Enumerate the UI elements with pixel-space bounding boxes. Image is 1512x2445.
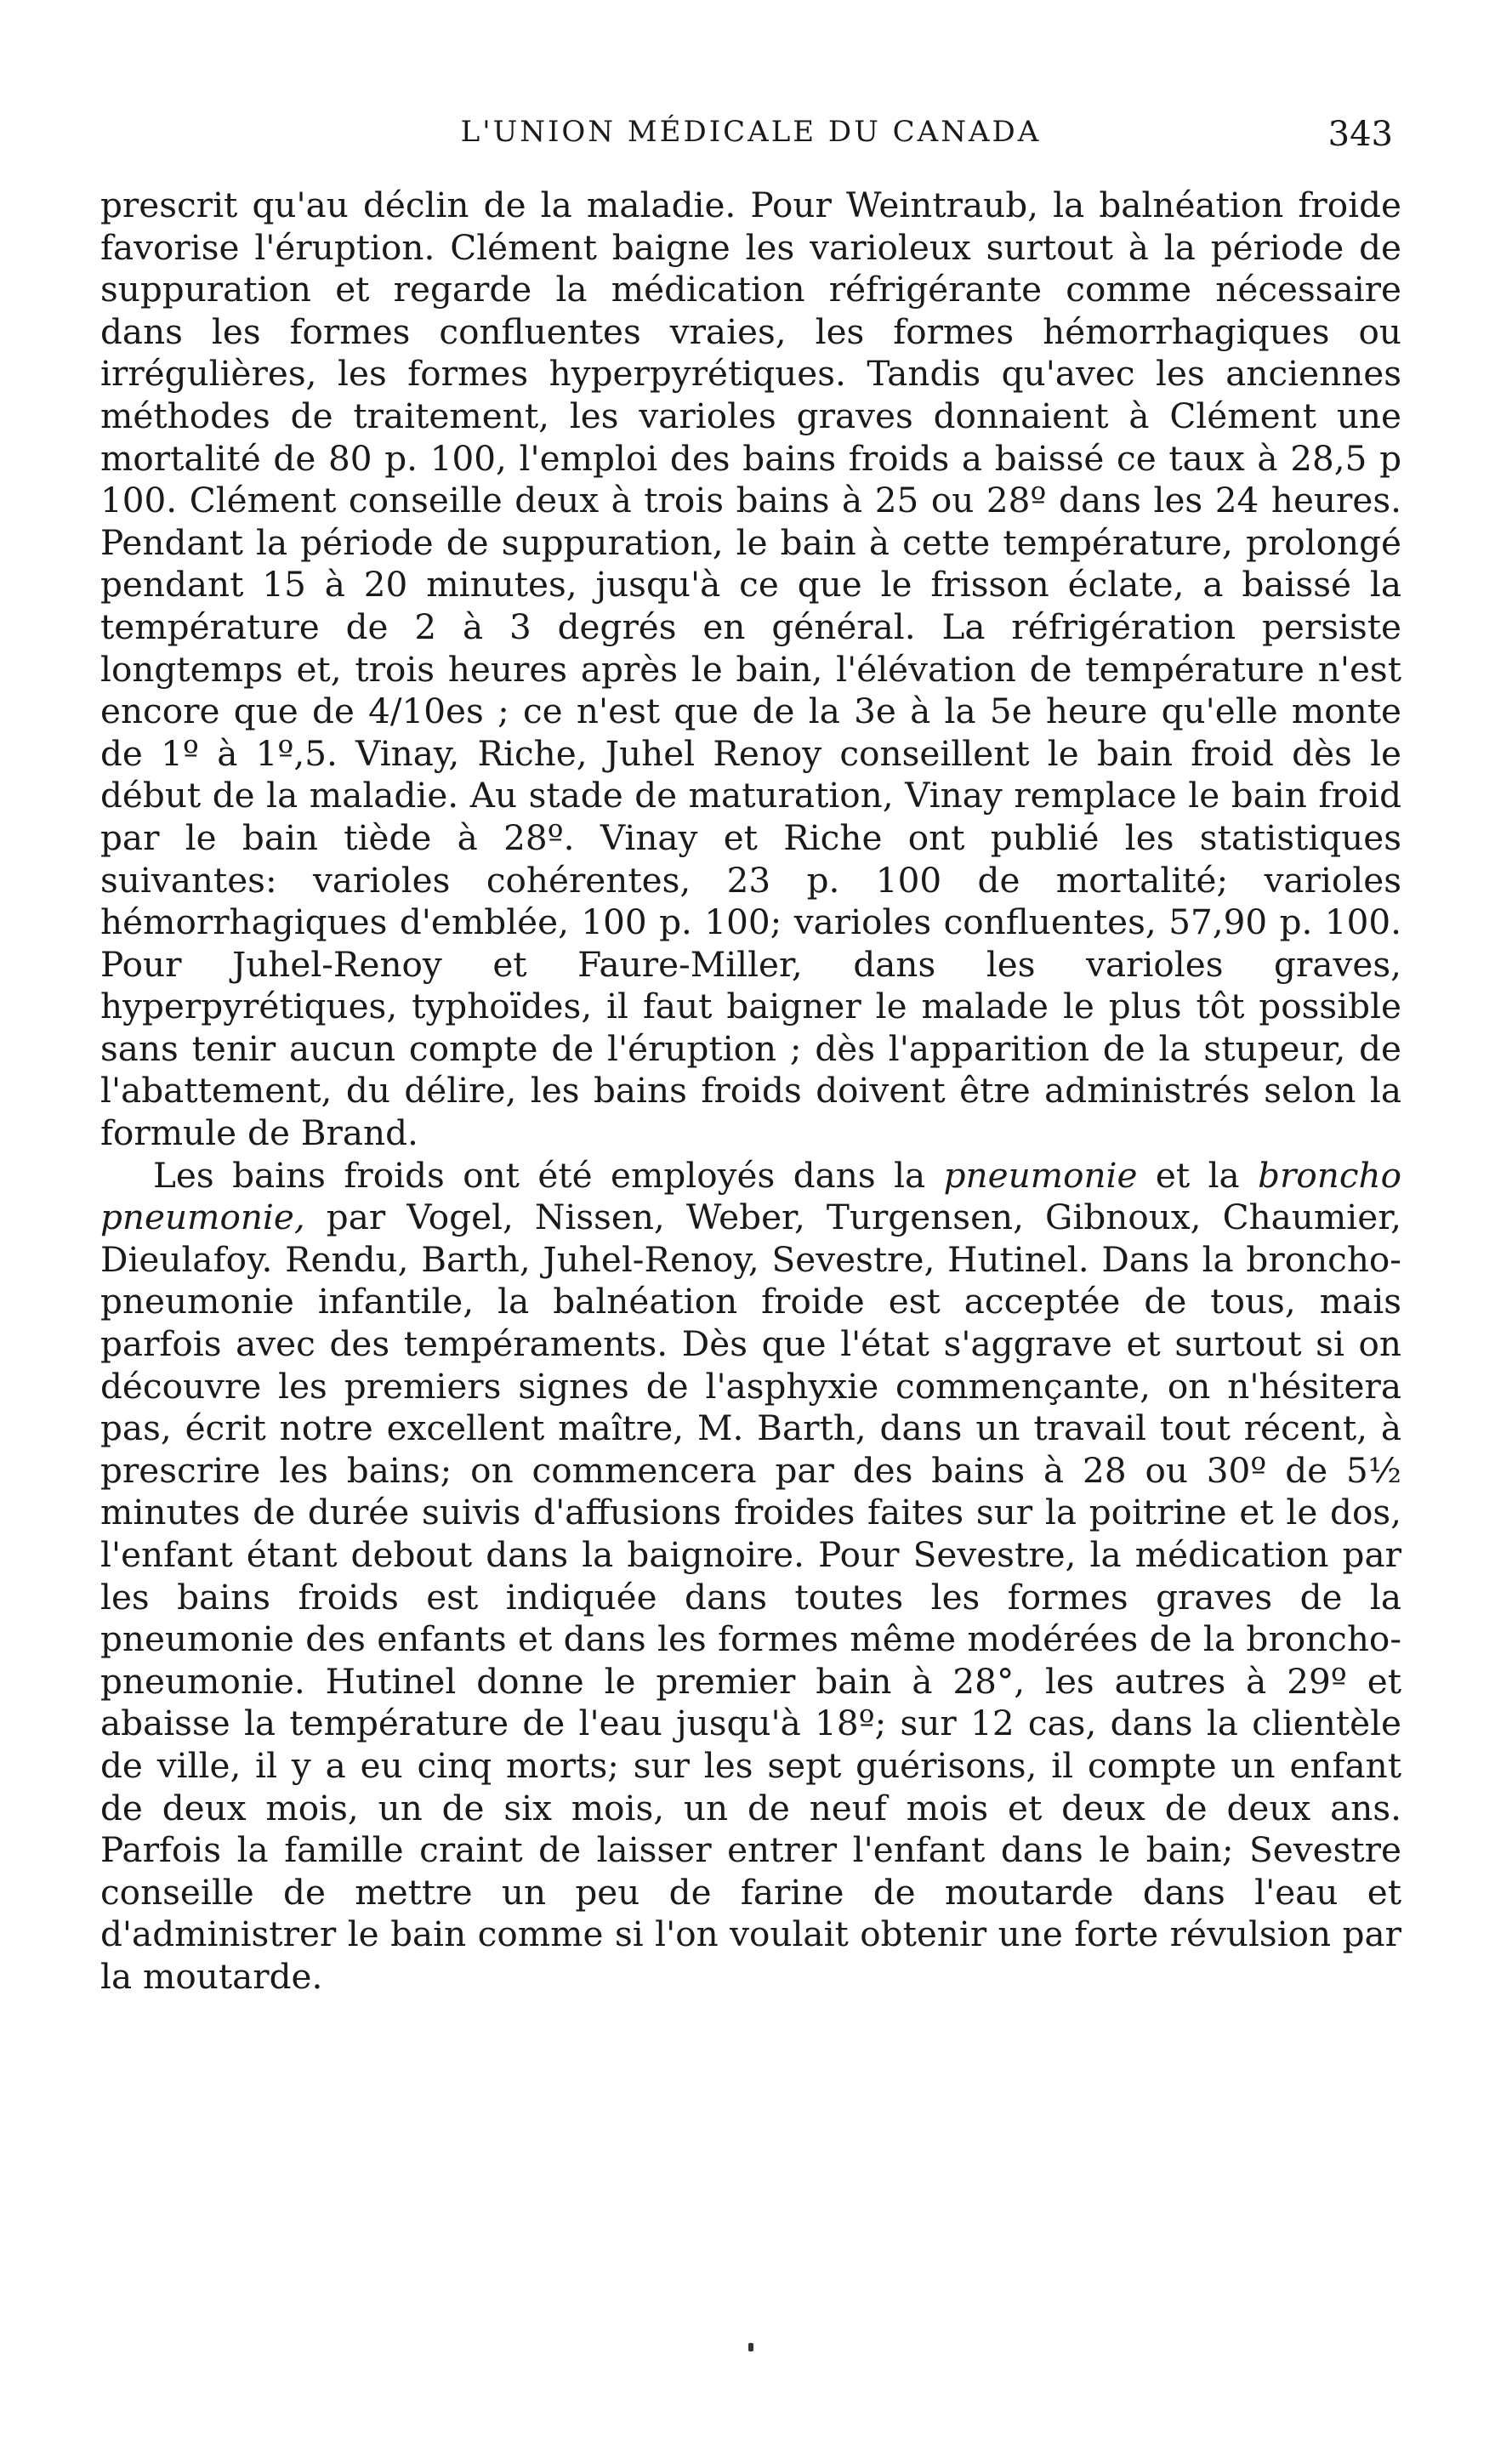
page-number: 343: [1327, 115, 1393, 154]
journal-title: L'UNION MÉDICALE DU CANADA: [460, 115, 1042, 149]
paragraph-1-text: prescrit qu'au déclin de la maladie. Pour Weintraub, la balnéation froide favorise l'éruption. Clément baigne les varioleux surtout à la période de suppuration et regarde la médication réfrigérante comme nécessaire dans les formes confluentes vraies, les formes hémorrhagiques ou irrégulières, les formes hyperpyrétiques. Tandis qu'avec les anciennes méthodes de traitement, les varioles graves donnaient à Clément une mortalité de 80 p. 100, l'emploi des bains froids a baissé ce taux à 28,5 p 100. Clément conseille deux à trois bains à 25 ou 28º dans les 24 heures. Pendant la période de suppuration, le bain à cette température, prolongé pendant 15 à 20 minutes, jusqu'à ce que le frisson éclate, a baissé la température de 2 à 3 degrés en général. La réfrigération persiste longtemps et, trois heures après le bain, l'élévation de température n'est encore que de 4/10es ; ce n'est que de la 3e à la 5e heure qu'elle monte de 1º à 1º,5. Vinay, Riche, Juhel Renoy conseillent le bain froid dès le début de la maladie. Au stade de maturation, Vinay remplace le bain froid par le bain tiède à 28º. Vinay et Riche ont publié les statistiques suivantes: varioles cohérentes, 23 p. 100 de mortalité; varioles hémorrhagiques d'emblée, 100 p. 100; varioles confluentes, 57,90 p. 100. Pour Juhel-Renoy et Faure-Miller, dans les varioles graves, hyperpyrétiques, typhoïdes, il faut baigner le malade le plus tôt possible sans tenir aucun compte de l'éruption ; dès l'apparition de la stupeur, de l'abattement, du délire, les bains froids doivent être administrés selon la formule de Brand.: [100, 185, 1401, 1154]
print-mark: [748, 2343, 753, 2351]
body-text: [100, 185, 1401, 1999]
paragraph-2: [100, 1155, 1401, 1999]
term-pneumonie: pneumonie: [943, 1154, 1138, 1196]
paragraph-2-text-c: par Vogel, Nissen, Weber, Turgensen, Gibnoux, Chaumier, Dieulafoy. Rendu, Barth, Juhel-Renoy, Sevestre, Hutinel. Dans la broncho-pneumonie infantile, la balnéation froide est acceptée de tous, mais parfois avec des tempéraments. Dès que l'état s'aggrave et surtout si on découvre les premiers signes de l'asphyxie commençante, on n'hésitera pas, écrit notre excellent maître, M. Barth, dans un travail tout récent, à prescrire les bains; on commencera par des bains à 28 ou 30º de 5½ minutes de durée suivis d'affusions froides faites sur la poitrine et le dos, l'enfant étant debout dans la baignoire. Pour Sevestre, la médication par les bains froids est indiquée dans toutes les formes graves de la pneumonie des enfants et dans les formes même modérées de la broncho-pneumonie. Hutinel donne le premier bain à 28°, les autres à 29º et abaisse la température de l'eau jusqu'à 18º; sur 12 cas, dans la clientèle de ville, il y a eu cinq morts; sur les sept guérisons, il compte un enfant de deux mois, un de six mois, un de neuf mois et deux de deux ans. Parfois la famille craint de laisser entrer l'enfant dans le bain; Sevestre conseille de mettre un peu de farine de moutarde dans l'eau et d'administrer le bain comme si l'on voulait obtenir une forte révulsion par la moutarde.: [100, 1197, 1401, 1997]
paragraph-1: [100, 185, 1401, 1155]
running-head: [100, 115, 1401, 166]
paragraph-2-text-a: Les bains froids ont été employés dans la: [153, 1154, 944, 1196]
document-page: [100, 115, 1401, 1999]
paragraph-2-text-b: et la: [1137, 1154, 1259, 1196]
term-broncho-pneumonie: broncho pneumonie,: [100, 1154, 1401, 1238]
